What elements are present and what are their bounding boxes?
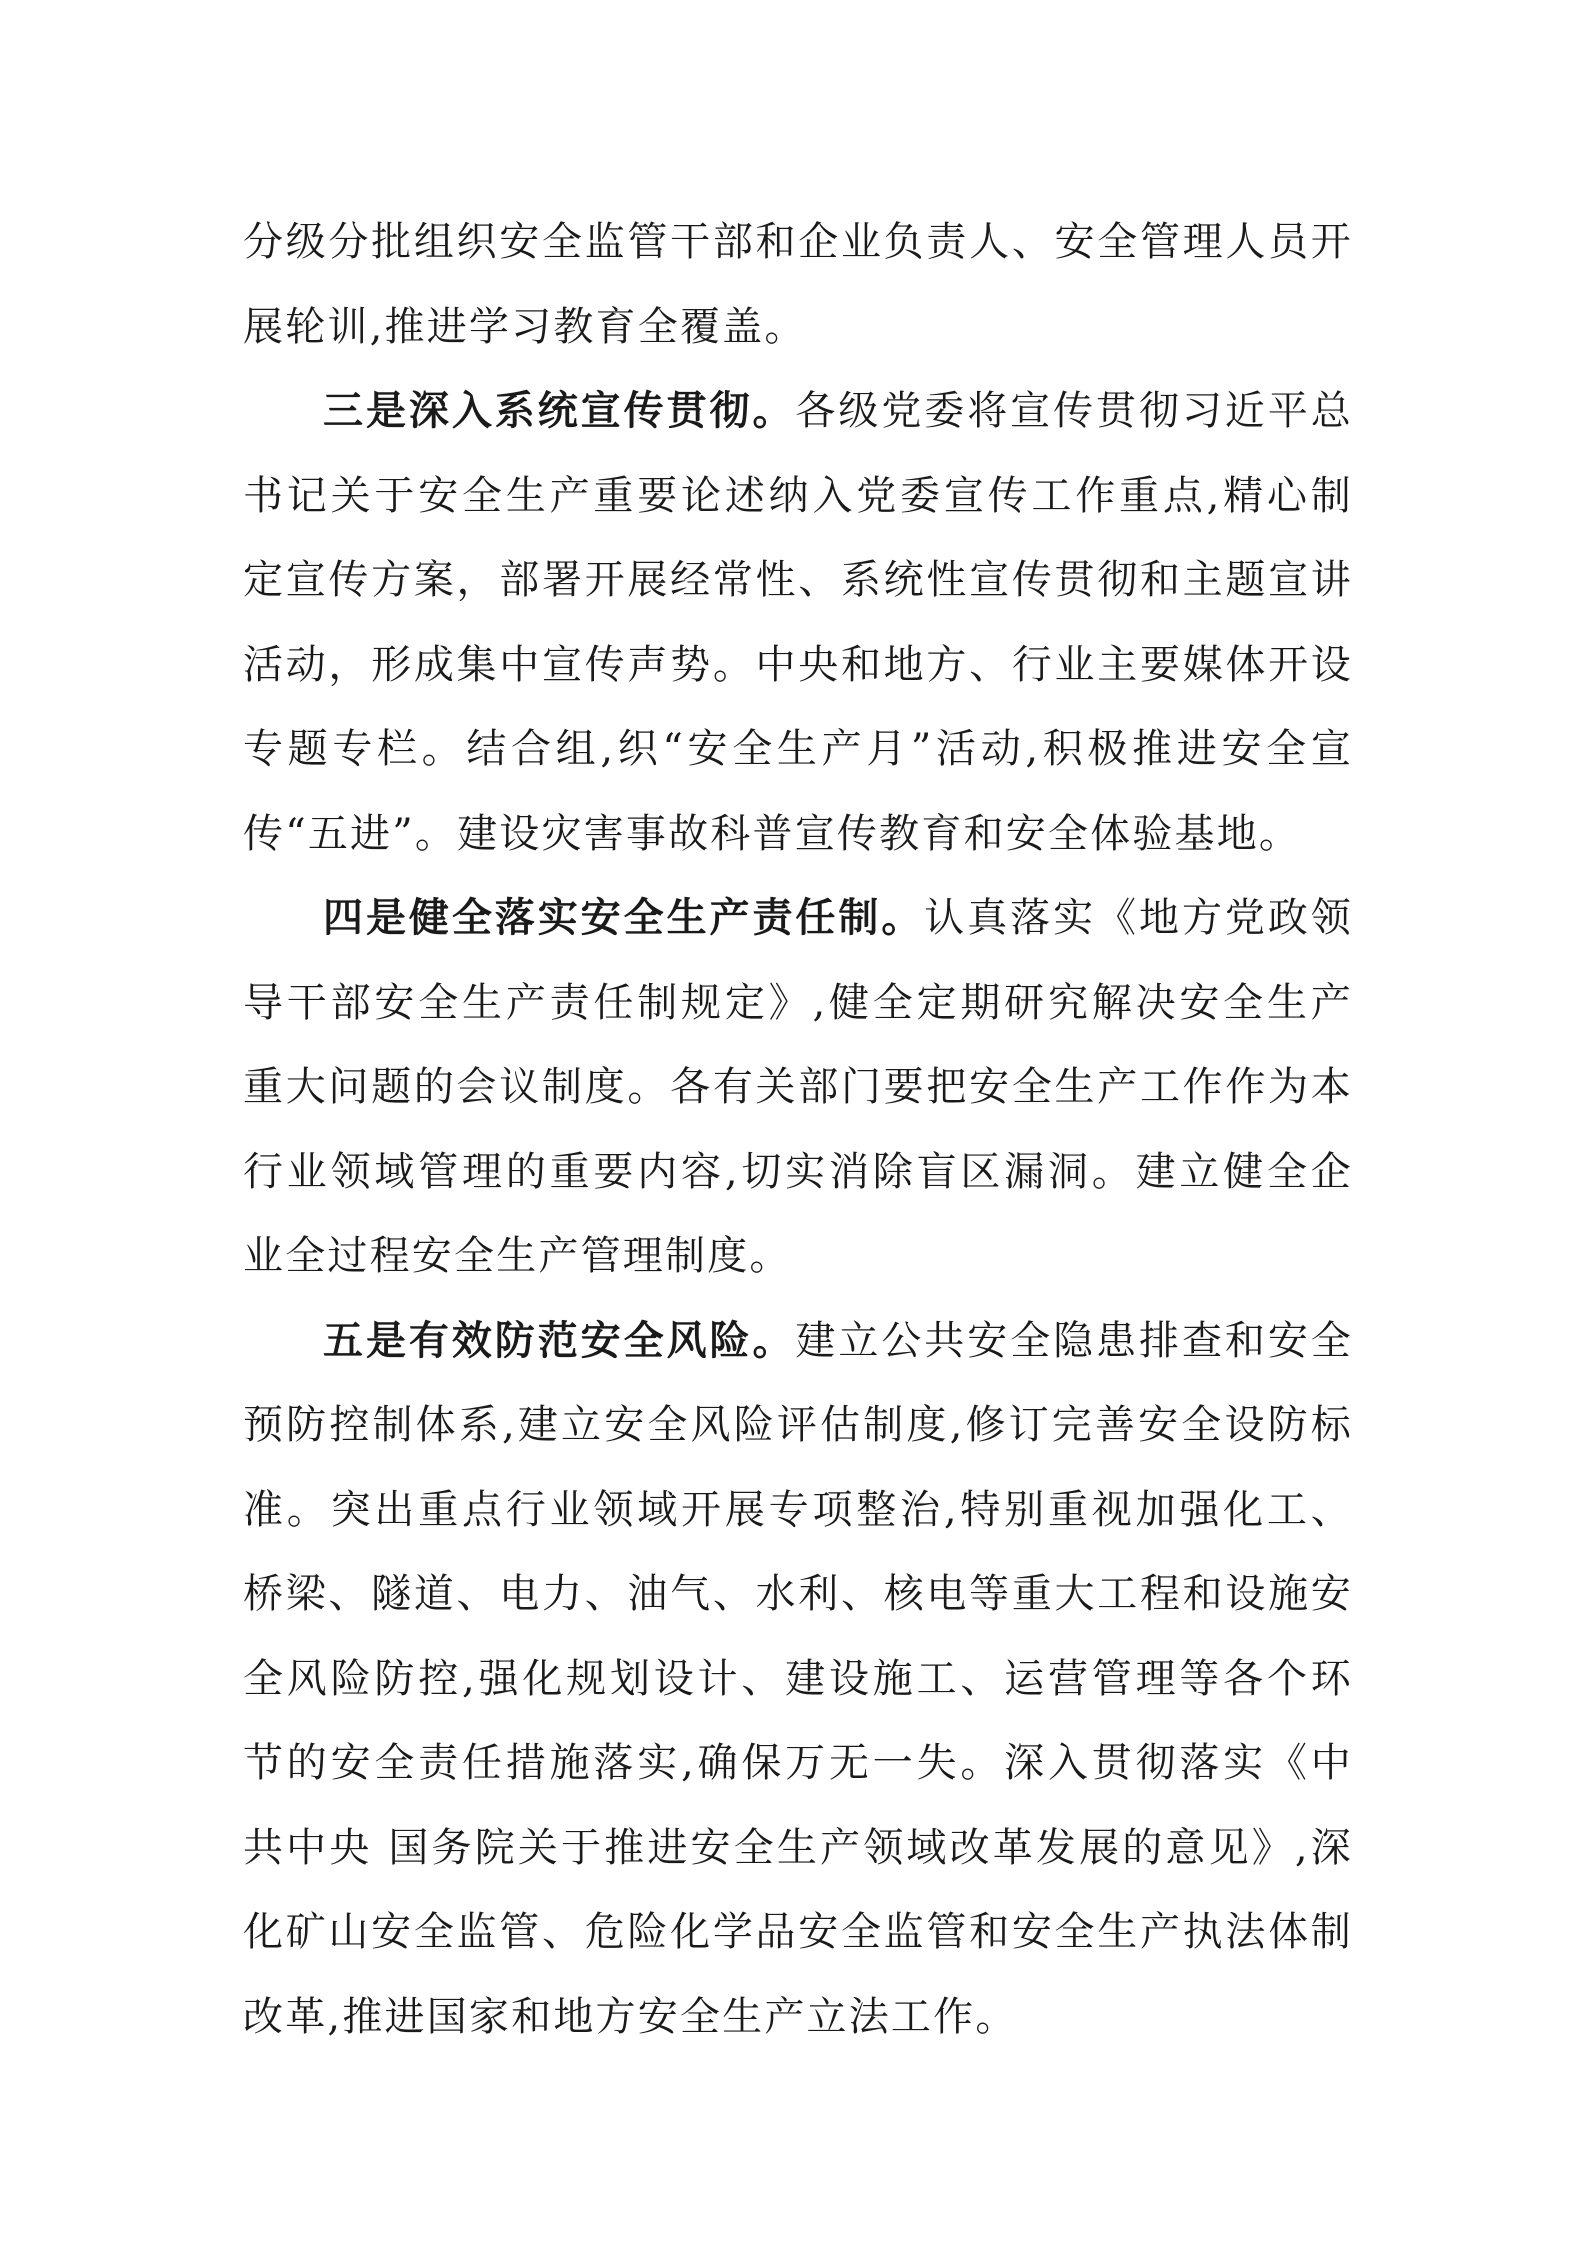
paragraph-2-text: 各级党委将宣传贯彻习近平总书记关于安全生产重要论述纳入党委宣传工作重点,精心制定宣传方案，部署开展经常性、系统性宣传贯彻和主题宣讲活动，形成集中宣传声势。中央和地方、行业主要媒体开设专题专栏。结合组,织“安全生产月”活动,积极推进安全宣传“五进”。建设灾害事故科普宣传教育和安全体验基地。 xyxy=(243,388,1353,857)
paragraph-4-lead: 五是有效防范安全风险。 xyxy=(323,1316,796,1364)
paragraph-1-text: 分级分批组织安全监管干部和企业负责人、安全管理人员开展轮训,推进学习教育全覆盖。 xyxy=(243,219,1353,350)
paragraph-2 xyxy=(243,369,1353,876)
paragraph-1 xyxy=(243,200,1353,369)
paragraph-3 xyxy=(243,876,1353,1299)
paragraph-4-text: 建立公共安全隐患排查和安全预防控制体系,建立安全风险评估制度,修订完善安全设防标准。突出重点行业领域开展专项整治,特别重视加强化工、桥梁、隧道、电力、油气、水利、核电等重大工程和设施安全风险防控,强化规划设计、建设施工、运营管理等各个环节的安全责任措施落实,确保万无一失。深入贯彻落实《中共中央 国务院关于推进安全生产领域改革发展的意见》,深化矿山安全监管、危险化学品安全监管和安全生产执法体制改革,推进国家和地方安全生产立法工作。 xyxy=(243,1317,1353,2040)
document-page xyxy=(243,200,1353,2059)
paragraph-4 xyxy=(243,1299,1353,2060)
paragraph-3-text: 认真落实《地方党政领导干部安全生产责任制规定》,健全定期研究解决安全生产重大问题的会议制度。各有关部门要把安全生产工作作为本行业领域管理的重要内容,切实消除盲区漏洞。建立健全企业全过程安全生产管理制度。 xyxy=(243,895,1353,1279)
paragraph-2-lead: 三是深入系统宣传贯彻。 xyxy=(323,387,796,434)
paragraph-3-lead: 四是健全落实安全生产责任制。 xyxy=(323,894,925,941)
